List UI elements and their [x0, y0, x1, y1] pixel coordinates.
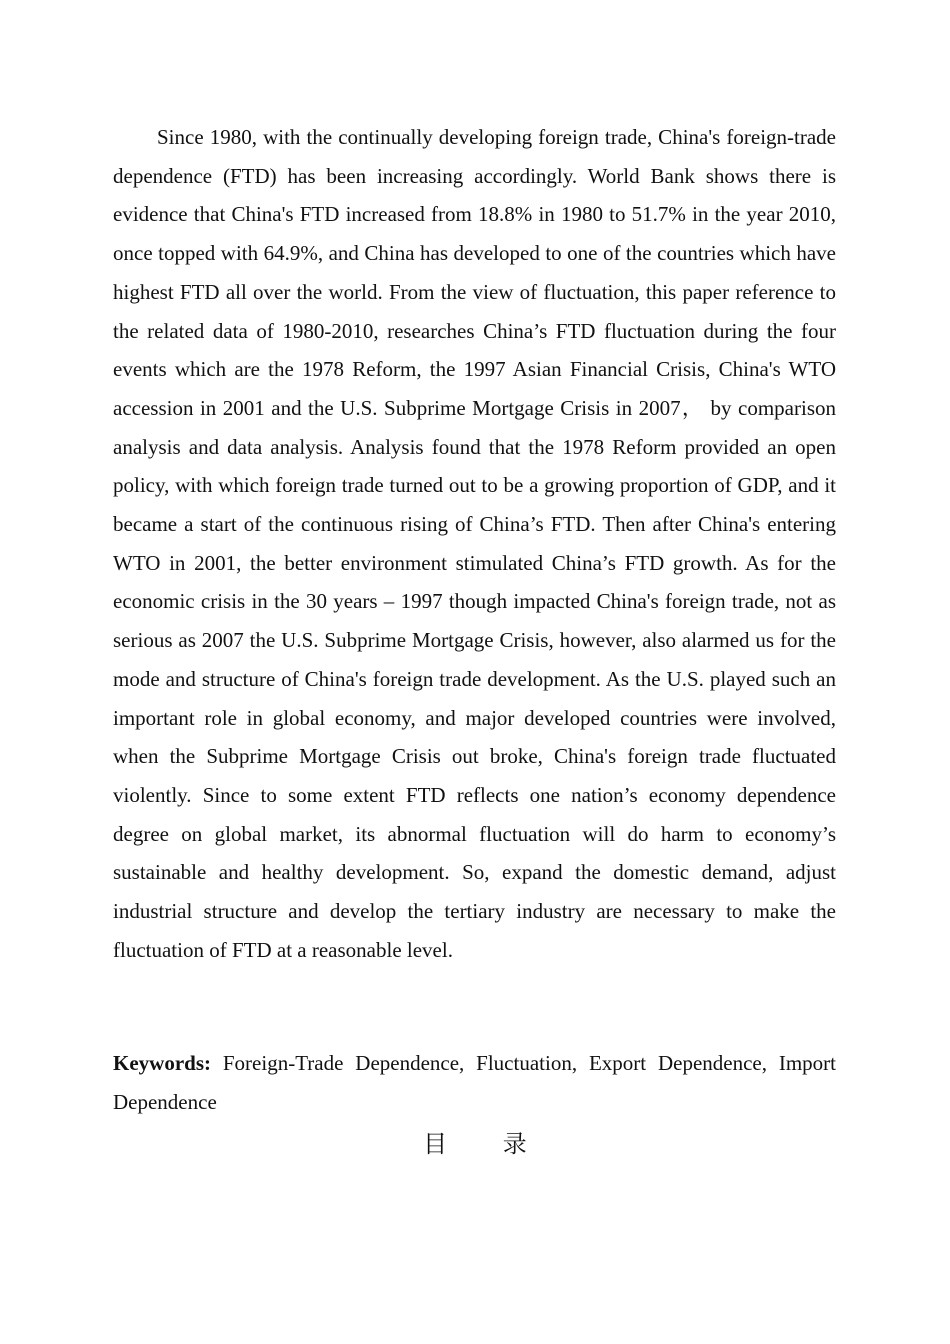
keywords-text: Foreign-Trade Dependence, Fluctuation, Export Dependence, Import Dependence	[113, 1051, 837, 1114]
table-of-contents-title: 目 录	[423, 1130, 551, 1158]
abstract-paragraph: Since 1980, with the continually developing foreign trade, China's foreign-trade dependence (FTD) has been increasing accordingly. World Bank shows there is evidence that China's FTD increased from 18.8% in 1980 to 51.7% in the year 2010, once topped with 64.9%, and China has developed to one of the countries which have highest FTD all over the world. From the view of fluctuation, this paper reference to the related data of 1980-2010, researches China’s FTD fluctuation during the four events which are the 1978 Reform, the 1997 Asian Financial Crisis, China's WTO accession in 2001 and the U.S. Subprime Mortgage Crisis in 2007， by comparison analysis and data analysis. Analysis found that the 1978 Reform provided an open policy, with which foreign trade turned out to be a growing proportion of GDP, and it became a start of the continuous rising of China’s FTD. Then after China's entering WTO in 2001, the better environment stimulated China’s FTD growth. As for the economic crisis in the 30 years – 1997 though impacted China's foreign trade, not as serious as 2007 the U.S. Subprime Mortgage Crisis, however, also alarmed us for the mode and structure of China's foreign trade development. As the U.S. played such an important role in global economy, and major developed countries were involved, when the Subprime Mortgage Crisis out broke, China's foreign trade fluctuated violently. Since to some extent FTD reflects one nation’s economy dependence degree on global market, its abnormal fluctuation will do harm to economy’s sustainable and healthy development. So, expand the domestic demand, adjust industrial structure and develop the tertiary industry are necessary to make the fluctuation of FTD at a reasonable level.	[113, 125, 836, 962]
keywords-label: Keywords:	[113, 1051, 211, 1075]
keywords-line	[113, 1044, 836, 1121]
